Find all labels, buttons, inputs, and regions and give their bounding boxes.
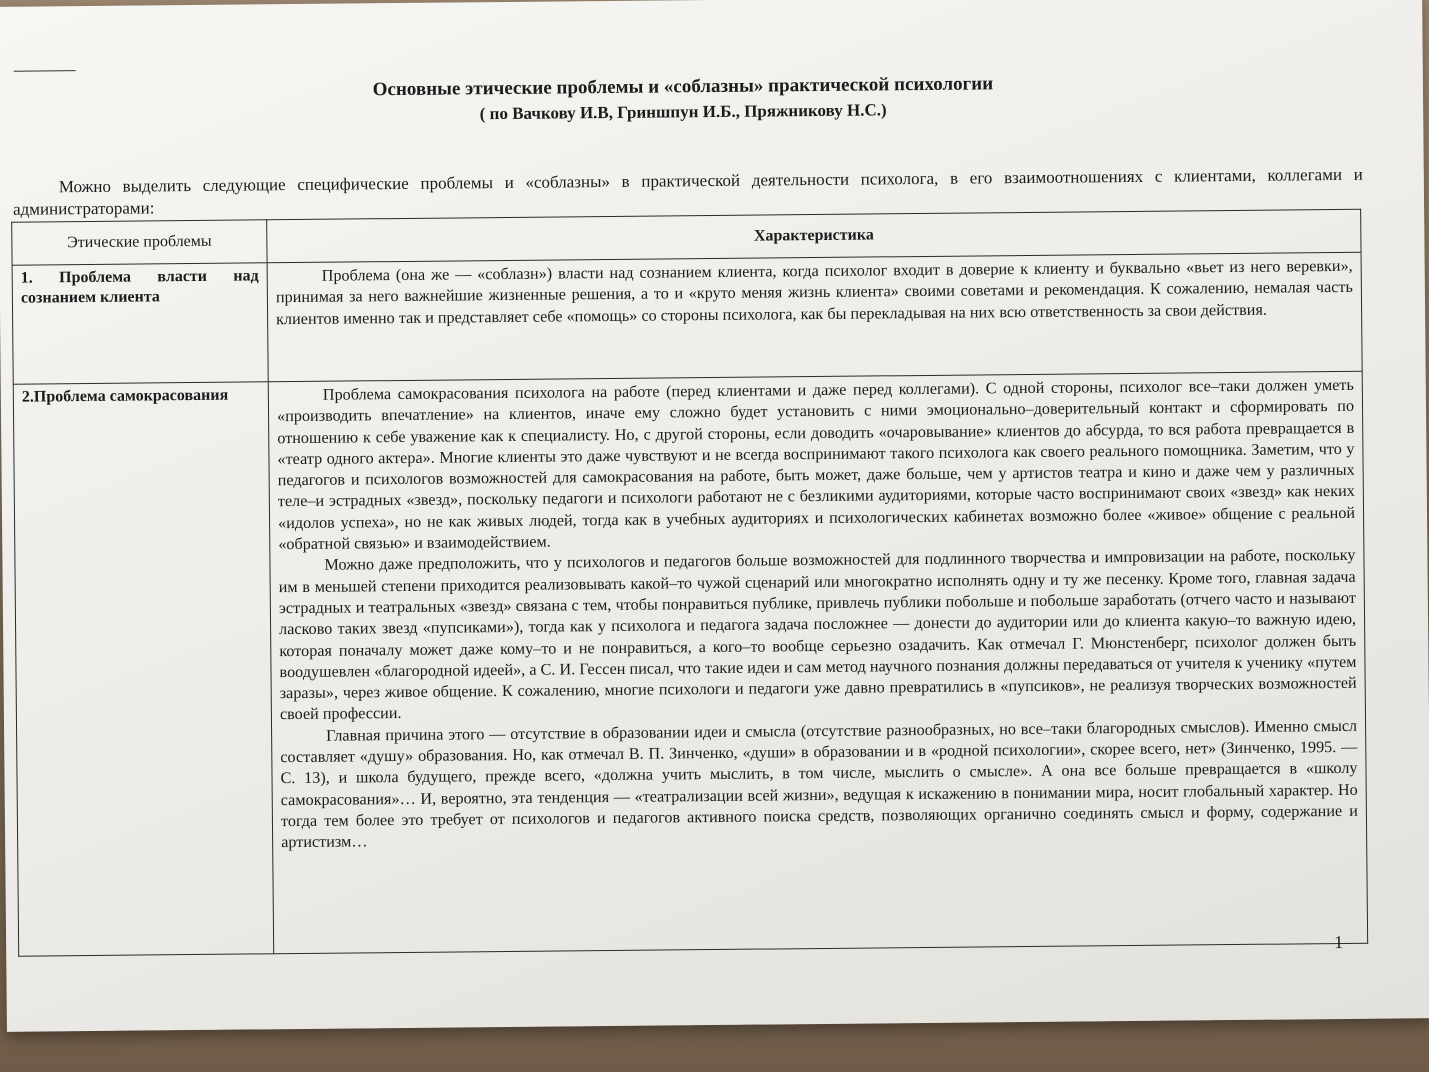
header-problems: Этические проблемы [12,220,267,265]
header-characteristic: Характеристика [267,209,1361,262]
table-row [12,252,1362,384]
header-rule [14,70,76,72]
ethics-table [11,209,1368,957]
description-paragraph: Проблема самокрасования психолога на работе (перед клиентами и даже перед коллегами). С одной стороны, психолог все–таки должен уметь «производить впечатление» на клиентов, иначе ему сложно будет установить с ними эмоционально–доверительный контакт и сформировать по отношению к себе уважение как к специалисту. Но, с другой стороны, если доводить «очаровывание» клиентов до абсурда, то вся работа превращается в «театр одного актера». Многие клиенты это даже чувствуют и не всегда воспринимают такого психолога как своего реального помощника. Заметим, что у педагогов и психологов возможностей для самокрасования на работе, быть может, даже больше, чем у артистов театра и кино и даже чем у различных теле–и эстрадных «звезд», поскольку педагоги и психологи работают не с безликими аудиториями, которые часто воспринимают своих «звезд» как неких «идолов успеха», но не как живых людей, тогда как в учебных аудиториях и психологических кабинетах возможно более «живое» общение с реальной «обратной связью» и взаимодействием. [276,375,1356,554]
problem-cell-self-display: 2.Проблема самокрасования [13,382,273,956]
description-paragraph: Можно даже предположить, что у психологов и педагогов больше возможностей для подлинного творчества и импровизации на работе, поскольку им в меньшей степени приходится реализовывать какой–то чужой сценарий или многократно исполнять одну и ту же песенку. Кроме того, главная задача эстрадных и театральных «звезд» связана с тем, чтобы понравиться публике, привлечь публики побольше и побольше заработать (отчего часто и называют ласково таких звезд «пупсиками»), тогда как у психолога и педагога задача посложнее — донести до аудитории или до клиента какую–то важную идею, которая поначалу может даже кому–то и не понравиться, а кого–то вообще серьезно озадачить. Как отмечал Г. Мюнстенберг, психолог должен быть воодушевлен «благородной идеей», а С. И. Гессен писал, что такие идеи и сам метод научного познания должны передаваться от учителя к ученику «путем заразы», через живое общение. К сожалению, многие психологи и педагоги уже давно превратились в «пупсиков», не реализуя творческих возможностей своей профессии. [278,546,1357,724]
intro-paragraph: Можно выделить следующие специфические проблемы и «соблазны» в практической деятельности психолога, в его взаимоотношениях с клиентами, коллегами и администраторами: [12,164,1363,219]
problem-cell-power: 1. Проблема власти над сознанием клиента [12,263,268,384]
document-subtitle: ( по Вачкову И.В, Гриншпун И.Б., Пряжникову Н.С.) [479,100,887,124]
description-paragraph: Проблема (она же — «соблазн») власти над сознанием клиента, когда психолог входит в доверие к клиенту и буквально «вьет из него веревки», принимая за него важнейшие жизненные решения, а то и «круто меняя жизнь клиента» своими советами и рекомендация. К сожалению, немалая часть клиентов именно так и представляет себе «помощь» со стороны психолога, как бы перекладывая на них всю ответственность за свои действия. [275,256,1353,328]
description-paragraph: Главная причина этого — отсутствие в образовании идеи и смысла (отсутствие разнообразных, но все–таки благородных смыслов). Именно смысл составляет «душу» образования. Но, как отмечал В. П. Зинченко, «души» в образовании и в «родной психологии», скорее всего, нет» (Зинченко, 1995. — С. 13), и школа будущего, прежде всего, «должна учить мыслить, в том числе, мыслить о смысле». А она все больше превращается в «школу самокрасования»… И, вероятно, эта тенденция — «театрализации всей жизни», ведущая к искажению в понимании мира, носит глобальный характер. Но тогда тем более это требует от психологов и педагогов активного поиска средств, позволяющих органично соединять смысл и форму, содержание и артистизм… [280,716,1358,852]
page-number: 1 [1334,931,1344,953]
description-cell-power [267,252,1362,381]
document-title: Основные этические проблемы и «соблазны» практической психологии [372,73,994,101]
table-row [13,371,1367,956]
description-cell-self-display [268,371,1367,953]
